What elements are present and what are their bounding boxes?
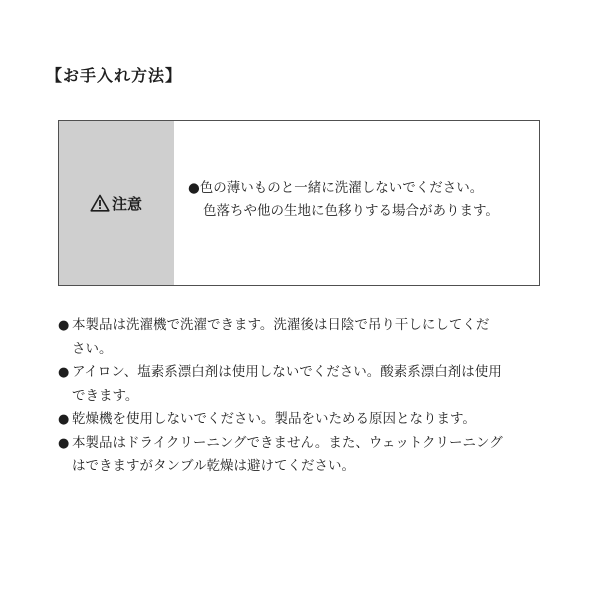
section-title: 【お手入れ方法】 — [46, 66, 183, 85]
caution-header — [59, 121, 174, 285]
list-item-text: さい。 — [72, 340, 113, 357]
list-item-text: できます。 — [72, 387, 139, 404]
caution-line: ●色の薄いものと一緒に洗濯しないでください。 — [188, 180, 484, 196]
caution-label: 注意 — [111, 194, 142, 213]
bullet-marker: ● — [58, 318, 70, 333]
list-item-text: 本製品はドライクリーニングできません。また、ウェットクリーニング — [72, 434, 503, 451]
caution-line: 色落ちや他の生地に色移りする場合があります。 — [203, 203, 499, 219]
list-item — [58, 432, 558, 479]
list-item — [58, 314, 558, 361]
list-item — [58, 361, 558, 408]
list-item-text: 乾燥機を使用しないでください。製品をいためる原因となります。 — [72, 411, 476, 427]
list-item-text: 本製品は洗濯機で洗濯できます。洗濯後は日陰で吊り干しにしてくだ — [72, 317, 490, 333]
warning-triangle-icon — [90, 194, 110, 212]
bullet-marker: ● — [58, 365, 70, 380]
list-item — [58, 408, 558, 432]
care-instructions-list — [58, 314, 558, 479]
caution-box — [58, 120, 540, 286]
caution-message — [174, 121, 539, 285]
list-item-text: はできますがタンブル乾燥は避けてください。 — [72, 458, 355, 474]
list-item-text: アイロン、塩素系漂白剤は使用しないでください。酸素系漂白剤は使用 — [72, 364, 502, 380]
bullet-marker: ● — [58, 435, 70, 451]
bullet-marker: ● — [58, 412, 70, 427]
